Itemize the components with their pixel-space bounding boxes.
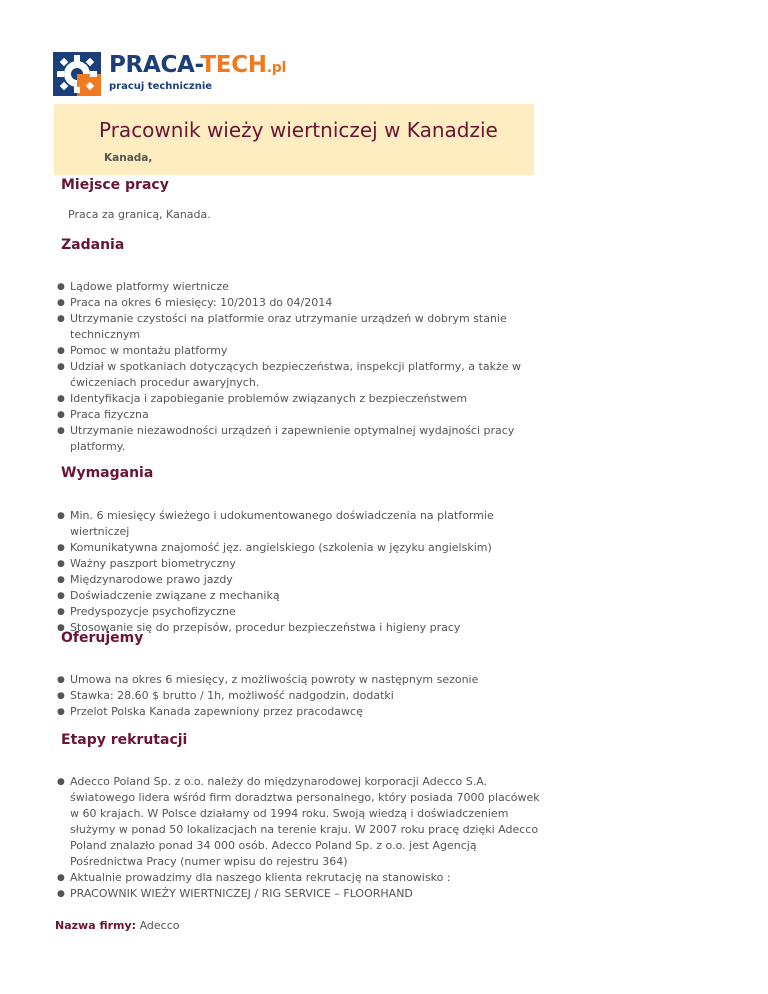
list-item [55,407,545,423]
list-item [55,704,545,720]
list-item [55,343,545,359]
list-item-text: Aktualnie prowadzimy dla naszego klienta rekrutację na stanowisko : [70,871,451,884]
list-item-text: PRACOWNIK WIEŻY WIERTNICZEJ / RIG SERVICE – FLOORHAND [70,887,413,900]
bullet-icon: ● [57,691,65,701]
list-item [55,572,545,588]
list-item [55,311,545,343]
bullet-icon: ● [57,394,65,404]
list-item [55,279,545,295]
logo-wordmark [109,52,286,81]
job-location: Kanada, [104,152,153,164]
bullet-icon: ● [57,889,65,899]
list-item-text: Stawka: 28.60 $ brutto / 1h, możliwość nadgodzin, dodatki [70,689,394,702]
list-item-text: Przelot Polska Kanada zapewniony przez pracodawcę [70,705,363,718]
oferujemy-list [55,672,545,720]
list-item [55,588,545,604]
list-item [55,423,545,455]
bullet-icon: ● [57,707,65,717]
logo-wordmark-part2: TECH [200,52,267,78]
bullet-icon: ● [57,346,65,356]
company-info [55,918,179,934]
section-heading-oferujemy: Oferujemy [61,630,144,646]
bullet-icon: ● [57,777,65,787]
wymagania-list [55,508,545,636]
section-heading-wymagania: Wymagania [61,465,154,481]
list-item-text: Utrzymanie niezawodności urządzeń i zapewnienie optymalnej wydajności pracy platformy. [70,424,515,453]
bullet-icon: ● [57,314,65,324]
list-item [55,540,545,556]
bullet-icon: ● [57,282,65,292]
list-item-text: Międzynarodowe prawo jazdy [70,573,233,586]
gear-logo-icon [53,52,101,96]
logo-tagline: pracuj technicznie [109,81,213,92]
bullet-icon: ● [57,559,65,569]
bullet-icon: ● [57,426,65,436]
bullet-icon: ● [57,607,65,617]
bullet-icon: ● [57,623,65,633]
list-item-text: Pomoc w montażu platformy [70,344,228,357]
job-title-box [54,104,534,175]
list-item-text: Utrzymanie czystości na platformie oraz utrzymanie urządzeń w dobrym stanie technicznym [70,312,507,341]
list-item [55,870,545,886]
section-heading-etapy: Etapy rekrutacji [61,732,188,748]
list-item-text: Stosowanie się do przepisów, procedur bezpieczeństwa i higieny pracy [70,621,461,634]
list-item [55,886,545,902]
company-label: Nazwa firmy: [55,919,137,932]
list-item-text: Udział w spotkaniach dotyczących bezpieczeństwa, inspekcji platformy, a także w ćwiczeniach procedur awaryjnych. [70,360,521,389]
bullet-icon: ● [57,362,65,372]
list-item-text: Doświadczenie związane z mechaniką [70,589,280,602]
bullet-icon: ● [57,543,65,553]
list-item-text: Ważny paszport biometryczny [70,557,236,570]
etapy-list [55,774,545,902]
section-heading-zadania: Zadania [61,237,125,253]
logo-wordmark-part1: PRACA- [109,52,201,78]
list-item-text: Umowa na okres 6 miesięcy, z możliwością powroty w następnym sezonie [70,673,479,686]
list-item [55,391,545,407]
bullet-icon: ● [57,675,65,685]
list-item-text: Predyspozycje psychofizyczne [70,605,236,618]
list-item [55,508,545,540]
logo-wordmark-part3: .pl [266,60,287,76]
list-item [55,556,545,572]
list-item [55,672,545,688]
company-name: Adecco [139,919,180,932]
list-item-text: Min. 6 miesięcy świeżego i udokumentowanego doświadczenia na platformie wiertniczej [70,509,494,538]
list-item [55,688,545,704]
list-item-text: Praca fizyczna [70,408,149,421]
bullet-icon: ● [57,575,65,585]
miejsce-text: Praca za granicą, Kanada. [68,208,211,221]
section-heading-miejsce: Miejsce pracy [61,177,169,193]
list-item [55,359,545,391]
list-item-text: Identyfikacja i zapobieganie problemów związanych z bezpieczeństwem [70,392,468,405]
list-item-text: Komunikatywna znajomość jęz. angielskiego (szkolenia w języku angielskim) [70,541,492,554]
bullet-icon: ● [57,873,65,883]
site-logo[interactable] [53,50,287,98]
bullet-icon: ● [57,591,65,601]
list-item [55,604,545,620]
list-item [55,295,545,311]
list-item [55,774,545,870]
list-item-text: Praca na okres 6 miesięcy: 10/2013 do 04/2014 [70,296,333,309]
job-title: Pracownik wieży wiertniczej w Kanadzie [99,118,498,142]
bullet-icon: ● [57,410,65,420]
bullet-icon: ● [57,298,65,308]
list-item-text: Lądowe platformy wiertnicze [70,280,229,293]
list-item-text: Adecco Poland Sp. z o.o. należy do międzynarodowej korporacji Adecco S.A. światowego lidera wśród firm doradztwa personalnego, który posiada 7000 placówek w 60 krajach. W Polsce działamy od 1994 roku. Swoją wiedzą i doświadczeniem służymy w ponad 50 lokalizacjach na terenie kraju. W 2007 roku pracę dzięki Adecco Poland znalazło ponad 34 000 osób. Adecco Poland Sp. z o.o. jest Agencją Pośrednictwa Pracy (numer wpisu do rejestru 364) [70,775,540,868]
zadania-list [55,279,545,455]
bullet-icon: ● [57,511,65,521]
